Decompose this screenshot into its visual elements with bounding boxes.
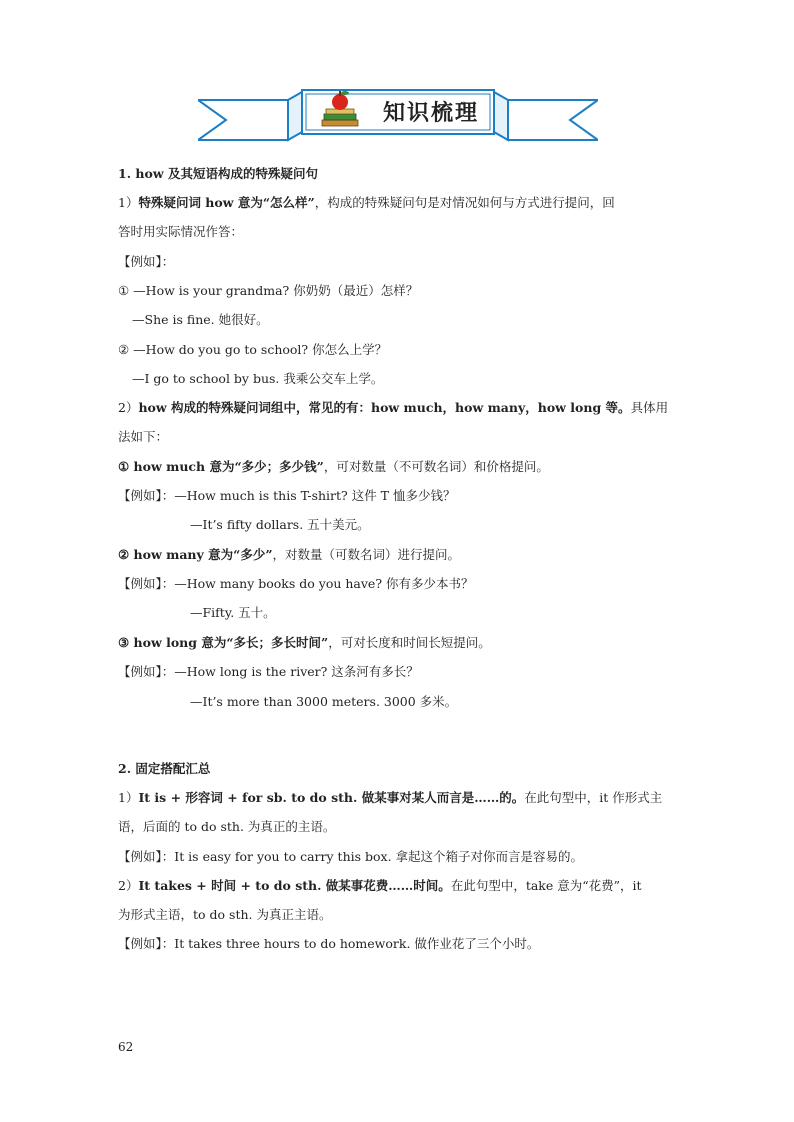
banner-title: 知识梳理 [383, 100, 480, 126]
how-much-rule [118, 457, 549, 477]
ribbon-right-tail [508, 100, 598, 140]
how-many-example-question: 【例如】：—How many books do you have? 你有多少本书？ [118, 576, 474, 591]
s1-para2-bold: how 构成的特殊疑问词组中，常见的有：how much，how many，how long 等。 [138, 400, 631, 415]
s1-para1-line2: 答时用实际情况作答： [118, 224, 244, 239]
how-long-example-answer: —It’s more than 3000 meters. 3000 多米。 [190, 694, 458, 709]
s1-para2-line2: 法如下： [118, 429, 169, 444]
s1-para1-bold: 特殊疑问词 how 意为“怎么样” [138, 195, 315, 210]
how-many-bold: ② how many 意为“多少” [118, 547, 273, 562]
how-much-bold: ① how much 意为“多少；多少钱” [118, 459, 324, 474]
s1-example2-question: ② —How do you go to school? 你怎么上学？ [118, 342, 388, 357]
s2-para1-line2: 语，后面的 to do sth. 为真正的主语。 [118, 819, 336, 834]
how-many-rule [118, 545, 460, 565]
how-much-rest: ，可对数量（不可数名词）和价格提问。 [323, 459, 549, 474]
s1-para1-rest: ，构成的特殊疑问句是对情况如何与方式进行提问，回 [314, 195, 615, 210]
s1-example2-answer: —I go to school by bus. 我乘公交车上学。 [132, 371, 384, 386]
section-1-heading: 1. how 及其短语构成的特殊疑问句 [118, 166, 318, 181]
how-much-example-answer: —It’s fifty dollars. 五十美元。 [190, 517, 370, 532]
s1-para2-rest: 具体用 [630, 400, 669, 415]
ribbon-left-tail [198, 100, 288, 140]
section-banner [198, 82, 598, 152]
s2-para1-example: 【例如】：It is easy for you to carry this box. 拿起这个箱子对你而言是容易的。 [118, 849, 584, 864]
s2-para1-bold: It is + 形容词 + for sb. to do sth. 做某事对某人而言是……的。 [138, 790, 525, 805]
s2-para1-rest: 在此句型中，it 作形式主 [524, 790, 663, 805]
section-2-heading: 2. 固定搭配汇总 [118, 761, 211, 776]
how-many-example-answer: —Fifty. 五十。 [190, 605, 276, 620]
s1-para2-num: 2） [118, 400, 139, 415]
how-many-rest: ，对数量（可数名词）进行提问。 [272, 547, 461, 562]
s2-para2-line1 [118, 876, 642, 896]
s2-para2-bold: It takes + 时间 + to do sth. 做某事花费……时间。 [138, 878, 451, 893]
s2-para2-num: 2） [118, 878, 139, 893]
s1-para1-line1 [118, 193, 615, 213]
s1-para1-num: 1） [118, 195, 139, 210]
s1-example1-answer: —She is fine. 她很好。 [132, 312, 269, 327]
how-much-example-question: 【例如】：—How much is this T-shirt? 这件 T 恤多少钱？ [118, 488, 456, 503]
s1-example1-question: ① —How is your grandma? 你奶奶（最近）怎样？ [118, 283, 419, 298]
page-number: 62 [118, 1040, 134, 1054]
how-long-bold: ③ how long 意为“多长；多长时间” [118, 635, 329, 650]
s1-eg-label: 【例如】： [118, 254, 175, 269]
s2-para1-line1 [118, 788, 662, 808]
how-long-example-question: 【例如】：—How long is the river? 这条河有多长？ [118, 664, 419, 679]
s2-para2-line2: 为形式主语，to do sth. 为真正主语。 [118, 907, 332, 922]
how-long-rule [118, 633, 491, 653]
s1-para2-line1 [118, 398, 668, 418]
s2-para2-rest: 在此句型中，take 意为“花费”，it [450, 878, 642, 893]
how-long-rest: ，可对长度和时间长短提问。 [328, 635, 491, 650]
s2-para1-num: 1） [118, 790, 139, 805]
s2-para2-example: 【例如】：It takes three hours to do homework. 做作业花了三个小时。 [118, 936, 540, 951]
